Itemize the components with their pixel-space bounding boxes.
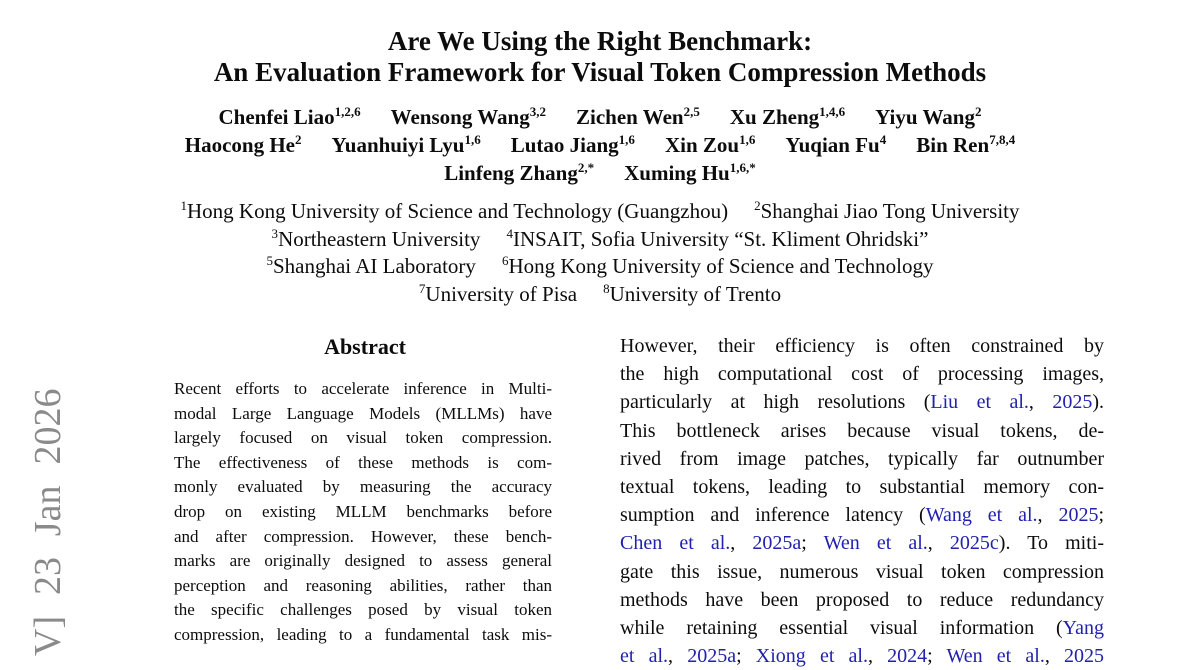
abstract-line: Recent efforts to accelerate inference in Multi- <box>174 379 552 398</box>
intro-text: gate this issue, numerous visual token compression <box>620 560 1104 583</box>
affiliation-sup: 5 <box>266 253 273 268</box>
affiliation: $^3$Northeastern University <box>271 225 481 251</box>
citation-link[interactable]: Yang <box>1062 617 1104 640</box>
intro-text: , <box>867 645 888 668</box>
intro-text: This bottleneck arises because visual tokens, de- <box>620 419 1104 442</box>
intro-line <box>620 417 1104 445</box>
affiliation-sup: 8 <box>603 280 610 296</box>
abstract-line: marks are originally designed to assess general <box>174 551 552 571</box>
author-affil-sup: 1,6 <box>618 132 635 147</box>
citation-link[interactable]: Wang et al. <box>925 504 1038 527</box>
intro-text: , <box>1044 645 1064 668</box>
author-name: Yuanhuiyi Lyu$^{1,6}$ <box>331 132 481 157</box>
affiliation-sup: 7 <box>418 280 426 296</box>
author-name: Xu Zheng$^{1,4,6}$ <box>729 104 846 129</box>
intro-text: ). <box>1092 391 1105 414</box>
affiliation-row <box>0 198 1200 226</box>
citation-link[interactable]: 2024 <box>887 645 928 668</box>
citation-link[interactable]: 2025a <box>752 532 802 555</box>
author-affil-sup: 1,2,6 <box>334 104 361 119</box>
citation-link[interactable]: Wen et al. <box>823 532 928 555</box>
intro-text: the high computational cost of processing images, <box>620 363 1104 386</box>
author-affil-sup: 2,5 <box>683 104 700 119</box>
intro-text: However, their efficiency is often constrained by <box>620 335 1104 357</box>
citation-link[interactable]: et al. <box>620 645 669 668</box>
intro-text: ). To miti- <box>998 532 1104 555</box>
affiliation-sup: 2 <box>754 198 761 213</box>
abstract-body <box>174 377 552 648</box>
affiliation-sup: 4 <box>506 225 513 241</box>
abstract-line: largely focused on visual token compression. <box>174 428 552 448</box>
author-affil-sup: 7,8,4 <box>989 132 1016 147</box>
affiliation: $^4$INSAIT, Sofia University “St. Kliment Ohridski” <box>506 225 929 251</box>
author-name: Xin Zou$^{1,6}$ <box>664 132 756 157</box>
author-affil-sup: 1,4,6 <box>819 104 846 119</box>
intro-column <box>620 330 1104 670</box>
intro-text: sumption and inference latency ( <box>620 504 926 527</box>
author-affil-sup: 2 <box>974 104 982 119</box>
citation-link[interactable]: 2025 <box>1052 391 1093 414</box>
affiliation-row <box>0 281 1200 309</box>
abstract-line: and after compression. However, these bench- <box>174 526 552 546</box>
author-row <box>0 131 1200 159</box>
citation-link[interactable]: 2025 <box>1058 504 1099 527</box>
author-name: Bin Ren$^{7,8,4}$ <box>916 132 1016 157</box>
abstract-section <box>150 330 580 670</box>
author-affil-sup: 1,6,* <box>729 160 756 175</box>
intro-text: ; <box>736 645 756 668</box>
abstract-line: compression, leading to a fundamental task mis- <box>174 624 552 644</box>
arxiv-watermark: V] 23 Jan 2026 <box>27 388 69 656</box>
intro-line <box>620 558 1104 586</box>
intro-line <box>620 529 1104 557</box>
affiliation: $^6$Hong Kong University of Science and Technology <box>501 253 934 278</box>
affiliation-sup: 1 <box>180 198 187 213</box>
intro-text: , <box>1028 391 1053 414</box>
intro-line <box>620 473 1104 501</box>
affiliation: $^2$Shanghai Jiao Tong University <box>754 198 1020 223</box>
intro-text: particularly at high resolutions ( <box>620 391 931 414</box>
author-affil-sup: 4 <box>879 132 887 147</box>
intro-line <box>620 586 1104 614</box>
affiliation: $^8$University of Trento <box>603 280 782 306</box>
author-name: Linfeng Zhang$^{2,*}$ <box>444 160 595 185</box>
author-affil-sup: 2,* <box>577 160 595 175</box>
affiliation: $^5$Shanghai AI Laboratory <box>266 253 476 278</box>
intro-line <box>620 445 1104 473</box>
paper-title-line2: An Evaluation Framework for Visual Token Compression Methods <box>213 57 987 87</box>
affiliation-sup: 3 <box>271 225 279 241</box>
affiliation-sup: 6 <box>501 253 509 268</box>
author-row <box>0 103 1200 131</box>
author-name: Zichen Wen$^{2,5}$ <box>576 104 700 129</box>
citation-link[interactable]: Xiong et al. <box>755 645 868 668</box>
citation-link[interactable]: Chen et al. <box>620 532 731 555</box>
intro-text: while retaining essential visual information ( <box>620 617 1063 640</box>
author-name: Yiyu Wang$^2$ <box>875 104 982 129</box>
affiliation-block <box>0 198 1200 308</box>
citation-link[interactable]: Wen et al. <box>946 645 1045 668</box>
intro-line <box>620 388 1104 416</box>
affiliation-row <box>0 226 1200 254</box>
author-affil-sup: 3,2 <box>529 104 547 119</box>
paper-header <box>0 0 1200 308</box>
intro-line <box>620 642 1104 670</box>
citation-link[interactable]: 2025 <box>1064 645 1104 668</box>
citation-link[interactable]: 2025c <box>949 532 999 555</box>
author-row <box>0 159 1200 187</box>
citation-link[interactable]: Liu et al. <box>930 391 1029 414</box>
affiliation-row <box>0 253 1200 281</box>
author-name: Haocong He$^2$ <box>184 132 302 157</box>
intro-text: , <box>927 532 950 555</box>
intro-line <box>620 360 1104 388</box>
abstract-heading: Abstract <box>324 334 406 359</box>
author-name: Chenfei Liao$^{1,2,6}$ <box>218 104 361 129</box>
paper-title-line1: Are We Using the Right Benchmark: <box>387 26 813 56</box>
abstract-line: modal Large Language Models (MLLMs) have <box>174 403 552 423</box>
author-name: Xuming $Hu^{1,6,*}$ <box>624 160 756 185</box>
intro-text: ; <box>1098 504 1105 527</box>
intro-text: methods have been proposed to reduce redundancy <box>620 588 1104 611</box>
intro-line <box>620 501 1104 529</box>
affiliation: $^1$Hong Kong University of Science and Technology (Guangzhou) <box>180 198 729 223</box>
two-column-body <box>0 330 1200 670</box>
author-block <box>0 103 1200 187</box>
abstract-line: monly evaluated by measuring the accuracy <box>174 477 552 497</box>
abstract-line: perception and reasoning abilities, rather than <box>174 575 552 595</box>
intro-line <box>620 614 1104 642</box>
intro-text: textual tokens, leading to substantial memory con- <box>620 476 1104 499</box>
author-affil-sup: 1,6 <box>739 132 756 147</box>
author-name: Yuqian Fu$^4$ <box>785 132 887 157</box>
intro-line <box>620 332 1104 360</box>
author-affil-sup: 2 <box>295 132 302 147</box>
intro-text: , <box>730 532 753 555</box>
intro-text: ; <box>801 532 824 555</box>
author-name: Lutao Jiang$^{1,6}$ <box>510 132 635 157</box>
intro-text: , <box>668 645 688 668</box>
author-name: Wensong Wang$^{3,2}$ <box>390 104 547 129</box>
abstract-line: the specific challenges posed by visual token <box>174 600 552 620</box>
intro-text: rived from image patches, typically far outnumber <box>620 447 1104 470</box>
intro-text: , <box>1037 504 1059 527</box>
author-affil-sup: 1,6 <box>464 132 481 147</box>
abstract-line: drop on existing MLLM benchmarks before <box>174 501 552 521</box>
intro-text: ; <box>927 645 947 668</box>
affiliation: $^7$University of Pisa <box>418 280 578 306</box>
citation-link[interactable]: 2025a <box>687 645 737 668</box>
abstract-line: The effectiveness of these methods is com- <box>174 452 552 472</box>
